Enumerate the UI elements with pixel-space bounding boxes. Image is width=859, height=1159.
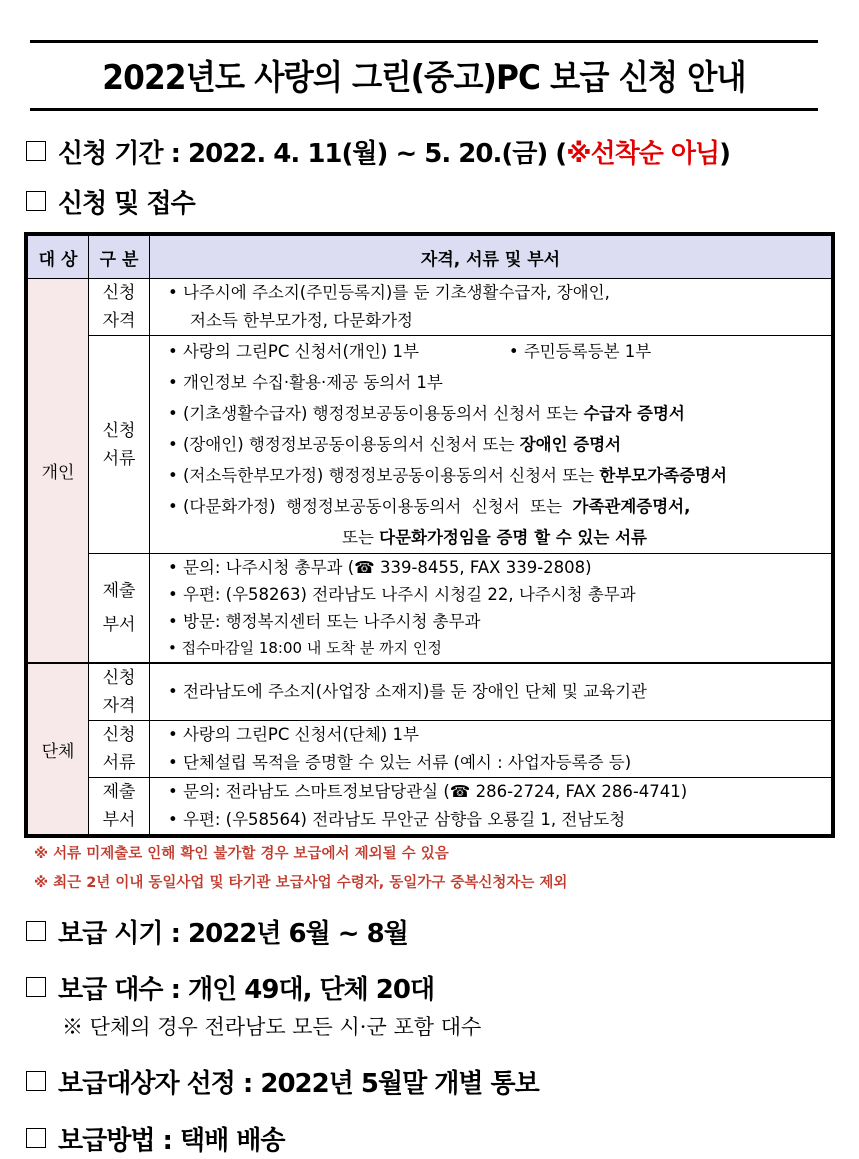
top-rule bbox=[30, 40, 818, 43]
table-header-row bbox=[26, 234, 833, 279]
text-part: • (다문화가정) 행정정보공동이용동의서 신청서 또는 bbox=[168, 497, 573, 516]
table-row bbox=[26, 721, 833, 778]
text-line bbox=[168, 460, 821, 491]
text-part: • (저소득한부모가정) 행정정보공동이용동의서 신청서 또는 bbox=[168, 466, 600, 485]
table-row bbox=[26, 778, 833, 837]
timing-text: 보급 시기 : 2022년 6월 ~ 8월 bbox=[58, 919, 408, 949]
label-line: 자격 bbox=[102, 696, 136, 716]
label-line: 제출 bbox=[102, 581, 136, 601]
label-line: 부서 bbox=[102, 615, 136, 635]
table-row bbox=[26, 336, 833, 554]
label-line: 서류 bbox=[102, 753, 136, 773]
doc-application-form: • 사랑의 그린PC 신청서(개인) 1부 bbox=[168, 342, 419, 361]
period-text: 신청 기간 : 2022. 4. 11(월) ~ 5. 20.(금) ( bbox=[58, 139, 567, 169]
label-line: 신청 bbox=[102, 668, 136, 688]
text-line: • 문의: 나주시청 총무과 (☎ 339-8455, FAX 339-2808) bbox=[168, 558, 592, 577]
label-line: 자격 bbox=[102, 311, 136, 331]
label-line: 신청 bbox=[102, 725, 136, 745]
square-bullet-icon bbox=[26, 921, 46, 941]
note-exclusion: ※ 최근 2년 이내 동일사업 및 타기관 보급사업 수령자, 동일가구 중복신청자는 제외 bbox=[34, 875, 568, 891]
individual-department bbox=[150, 554, 834, 664]
individual-qualification bbox=[150, 279, 834, 336]
method-text: 보급방법 : 택배 배송 bbox=[58, 1126, 285, 1156]
table-row bbox=[26, 663, 833, 721]
text-line: • 나주시에 주소지(주민등록지)를 둔 기초생활수급자, 장애인, bbox=[168, 283, 610, 302]
label-line: 제출 bbox=[102, 782, 136, 802]
page-title: 2022년도 사랑의 그린(중고)PC 보급 신청 안내 bbox=[102, 58, 746, 98]
count-note: ※ 단체의 경우 전라남도 모든 시·군 포함 대수 bbox=[62, 1015, 482, 1039]
text-line: • 문의: 전라남도 스마트정보담당관실 (☎ 286-2724, FAX 286-4741) bbox=[168, 782, 688, 801]
group-documents bbox=[150, 721, 834, 778]
row-label-department bbox=[89, 554, 150, 664]
square-bullet-icon bbox=[26, 191, 46, 211]
header-target: 대 상 bbox=[26, 234, 89, 279]
row-label-documents bbox=[89, 336, 150, 554]
application-table bbox=[24, 232, 835, 838]
text-line bbox=[168, 522, 821, 553]
text-part: • (기초생활수급자) 행정정보공동이용동의서 신청서 또는 bbox=[168, 404, 584, 423]
text-line bbox=[168, 429, 821, 460]
text-line: • 단체설립 목적을 증명할 수 있는 서류 (예시 : 사업자등록증 등) bbox=[168, 753, 632, 772]
bold-part: 다문화가정임을 증명 할 수 있는 서류 bbox=[379, 528, 647, 547]
table-row bbox=[26, 279, 833, 336]
text-line: • 우편: (우58263) 전라남도 나주시 시청길 22, 나주시청 총무과 bbox=[168, 585, 636, 604]
bold-part: 장애인 증명서 bbox=[519, 435, 622, 454]
section-apply bbox=[26, 183, 195, 220]
row-label-qualification bbox=[89, 663, 150, 721]
text-part: • (장애인) 행정정보공동이용동의서 신청서 또는 bbox=[168, 435, 520, 454]
header-category: 구 분 bbox=[89, 234, 150, 279]
category-individual: 개인 bbox=[26, 279, 89, 664]
title-underline bbox=[30, 108, 818, 111]
header-details: 자격, 서류 및 부서 bbox=[150, 234, 834, 279]
doc-resident-register: • 주민등록등본 1부 bbox=[508, 342, 652, 361]
square-bullet-icon bbox=[26, 1071, 46, 1091]
group-department bbox=[150, 778, 834, 837]
square-bullet-icon bbox=[26, 141, 46, 161]
text-line: • 전라남도에 주소지(사업장 소재지)를 둔 장애인 단체 및 교육기관 bbox=[168, 682, 647, 701]
text-line: • 우편: (우58564) 전라남도 무안군 삼향읍 오룡길 1, 전남도청 bbox=[168, 810, 626, 829]
text-line: • 접수마감일 18:00 내 도착 분 까지 인정 bbox=[168, 639, 442, 657]
text-line bbox=[168, 336, 821, 367]
label-line: 서류 bbox=[102, 448, 136, 469]
count-text: 보급 대수 : 개인 49대, 단체 20대 bbox=[58, 975, 435, 1005]
text-line: • 방문: 행정복지센터 또는 나주시청 총무과 bbox=[168, 612, 481, 631]
section-period bbox=[26, 133, 730, 170]
section-timing bbox=[26, 913, 408, 950]
row-label-documents bbox=[89, 721, 150, 778]
period-close: ) bbox=[719, 139, 730, 169]
text-line: • 개인정보 수집·활용·제공 동의서 1부 bbox=[168, 373, 443, 392]
note-missing-documents: ※ 서류 미제출로 인해 확인 불가할 경우 보급에서 제외될 수 있음 bbox=[34, 846, 449, 862]
table-row bbox=[26, 554, 833, 664]
label-line: 신청 bbox=[102, 283, 136, 303]
bold-part: 수급자 증명서 bbox=[583, 404, 685, 423]
square-bullet-icon bbox=[26, 1128, 46, 1148]
individual-documents bbox=[150, 336, 834, 554]
group-qualification bbox=[150, 663, 834, 721]
label-line: 부서 bbox=[102, 810, 136, 830]
section-count bbox=[26, 969, 434, 1006]
apply-heading: 신청 및 접수 bbox=[58, 189, 195, 219]
text-line: 저소득 한부모가정, 다문화가정 bbox=[190, 311, 413, 330]
square-bullet-icon bbox=[26, 977, 46, 997]
category-group: 단체 bbox=[26, 663, 89, 836]
bold-part: 가족관계증명서, bbox=[572, 497, 691, 516]
text-part: 또는 bbox=[342, 528, 380, 547]
bold-part: 한부모가족증명서 bbox=[599, 466, 727, 485]
text-line bbox=[168, 491, 821, 522]
row-label-department bbox=[89, 778, 150, 837]
label-line: 신청 bbox=[102, 420, 136, 441]
first-come-note: ※선착순 아님 bbox=[566, 139, 720, 169]
text-line bbox=[168, 398, 821, 429]
text-line: • 사랑의 그린PC 신청서(단체) 1부 bbox=[168, 725, 419, 744]
section-selection bbox=[26, 1063, 539, 1100]
section-method bbox=[26, 1120, 284, 1157]
selection-text: 보급대상자 선정 : 2022년 5월말 개별 통보 bbox=[58, 1069, 539, 1099]
row-label-qualification bbox=[89, 279, 150, 336]
